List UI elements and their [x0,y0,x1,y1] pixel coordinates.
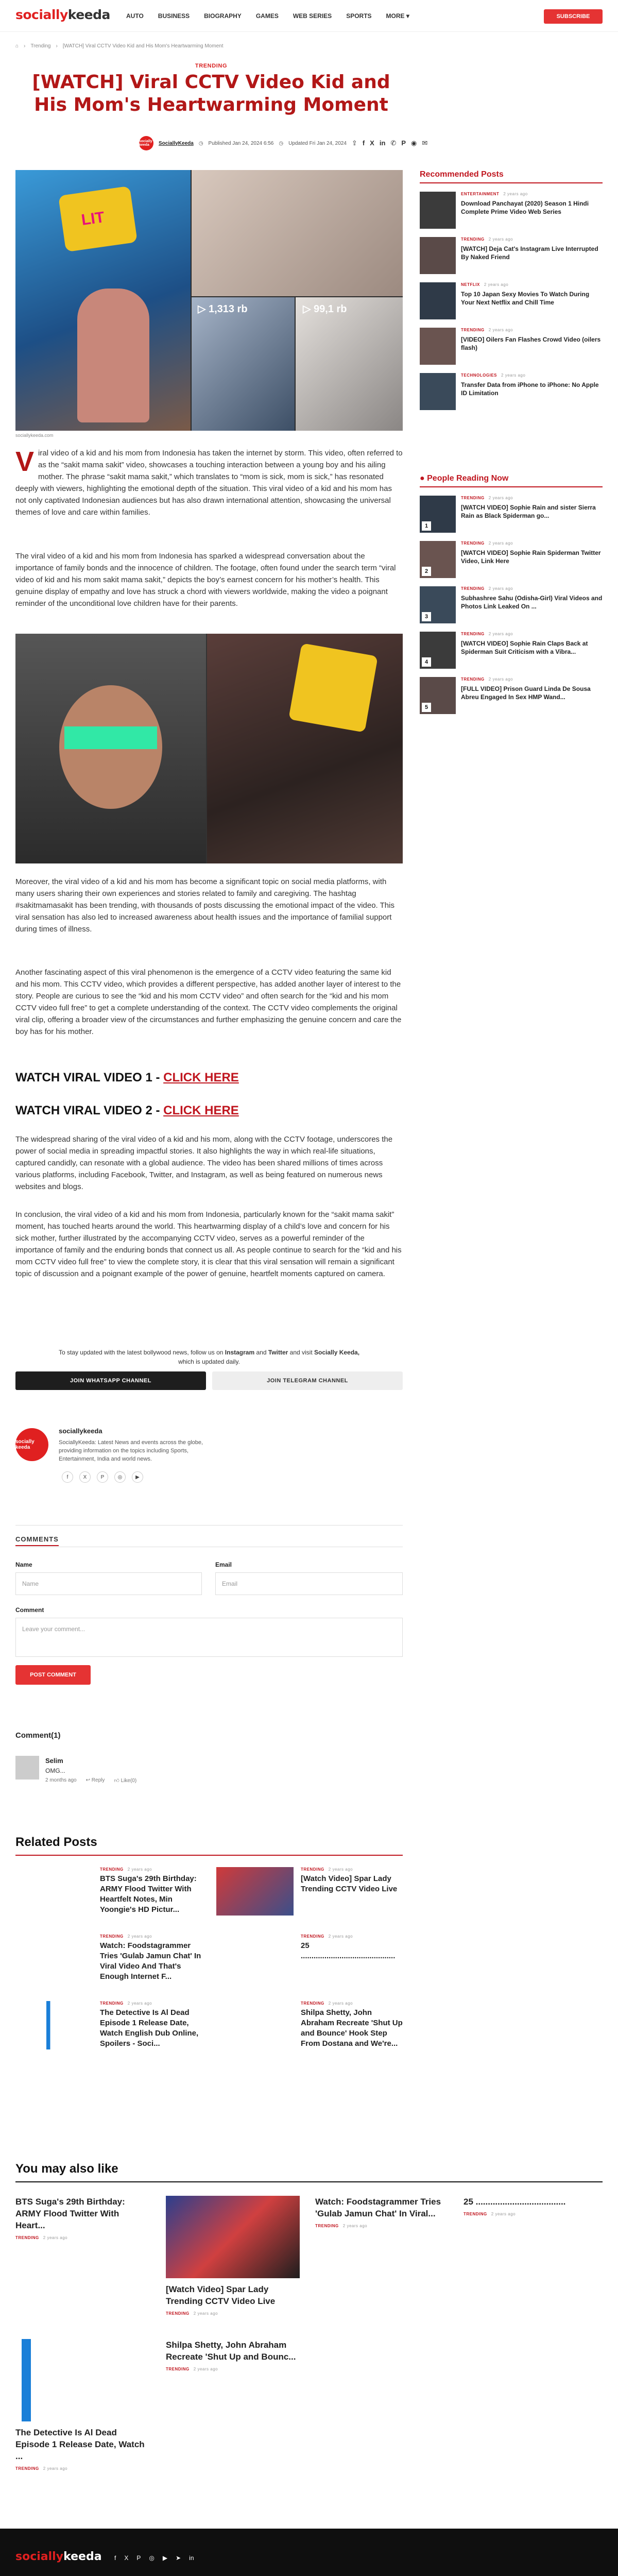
author-box-bio: SociallyKeeda: Latest News and events across the globe, providing information on the topics including Sports, Entertainment, India and world news. [59,1439,203,1462]
post-title[interactable]: Shilpa Shetty, John Abraham Recreate 'Shut Up and Bounc... [166,2340,296,2362]
x-icon[interactable]: X [79,1471,91,1483]
photo-panel [15,634,206,863]
post-category[interactable]: TRENDING 2 years ago [461,237,513,242]
post-title[interactable]: [VIDEO] Oilers Fan Flashes Crowd Video (oilers flash) [461,336,601,351]
post-title[interactable]: [WATCH VIDEO] Sophie Rain and sister Sierra Rain as Black Spiderman go... [461,504,596,519]
article-image [15,634,403,863]
comment-label: Comment [15,1606,44,1614]
twitter-link[interactable]: Twitter [268,1349,288,1356]
whatsapp-channel-button[interactable]: JOIN WHATSAPP CHANNEL [15,1371,206,1390]
avatar [15,1756,39,1780]
comment-text: OMG... [45,1767,65,1774]
post-title[interactable]: [WATCH VIDEO] Sophie Rain Spiderman Twitter Video, Link Here [461,549,601,565]
lit-label: LIT [80,209,106,229]
post-thumbnail[interactable] [15,2001,93,2049]
people-reading-now [420,474,603,714]
post-thumbnail[interactable] [420,373,456,410]
post-title[interactable]: Subhashree Sahu (Odisha-Girl) Viral Videos and Photos Link Leaked On ... [461,595,603,610]
photo-panel [15,170,191,431]
comment-count: Comment(1) [15,1731,61,1740]
you-may-like-post[interactable] [15,2339,149,2471]
post-date: 2 years ago [484,282,509,287]
nav-games[interactable]: GAMES [255,12,279,20]
whatsapp-icon[interactable]: ✆ [390,139,397,147]
post-title[interactable]: BTS Suga's 29th Birthday: ARMY Flood Twitter With Heartfelt Notes, Min Yoongie's HD Pictur... [100,1874,197,1914]
clock-icon: ◷ [198,140,203,146]
footer-link[interactable] [454,2572,517,2576]
breadcrumb-current: [WATCH] Viral CCTV Video Kid and His Mom's Heartwarming Moment [62,43,224,49]
you-may-like-post[interactable] [15,2196,149,2240]
chevron-down-icon: ▾ [406,12,409,20]
flame-icon: ● [420,474,425,483]
nav-business[interactable]: BUSINESS [158,12,190,20]
image-caption: sociallykeeda.com [15,433,54,438]
you-may-like-post[interactable] [464,2196,603,2216]
featured-image [15,170,403,431]
rank-number: 1 [422,521,431,531]
post-category[interactable]: TRENDING 2 years ago [100,1867,152,1872]
footer-col-4 [454,2572,517,2576]
related-post[interactable] [15,2001,206,2063]
post-date: 2 years ago [193,2311,218,2316]
subscribe-button[interactable]: SUBSCRIBE [544,9,603,24]
play-icon: ▷ [303,303,311,315]
youtube-icon[interactable]: ▶ [162,2554,168,2562]
comment-textarea[interactable]: Leave your comment... [15,1618,403,1657]
post-category[interactable]: ENTERTAINMENT 2 years ago [461,192,528,196]
author-box-avatar[interactable]: socially keeda [15,1428,48,1461]
footer-social [114,2554,194,2562]
post-date: 2 years ago [328,1934,353,1939]
nav-more[interactable]: MORE ▾ [386,12,409,20]
comment-time: 2 months ago [45,1777,77,1783]
post-thumbnail[interactable] [15,1934,93,1982]
post-thumbnail[interactable] [15,1867,93,1916]
post-thumbnail[interactable] [216,1934,294,1982]
post-category[interactable]: TECHNOLOGIES 2 years ago [461,373,526,378]
divider [15,1525,403,1526]
footer-col-3 [308,2572,344,2576]
post-thumbnail[interactable] [15,2339,149,2421]
article-intro: Viral video of a kid and his mom from Indonesia has taken the internet by storm. This video, often referred to as the “sakit mama sakit” video, showcases a touching interaction between a young boy and his ailing mother. The phrase “sakit mama sakit,” which translates to “mom is sick, mom is sick,” has resonated deeply with viewers, highlighting the emotional depth of the situation. This viral video of a kid and his mom has not only captivated Indonesian audiences but has also drawn international attention, showcasing the universal themes of love and care within families. [15,446,403,517]
post-category[interactable]: TRENDING 2 years ago [461,677,513,682]
post-thumbnail[interactable] [420,237,456,274]
post-title[interactable]: Top 10 Japan Sexy Movies To Watch During Your Next Netflix and Chill Time [461,291,590,306]
recommended-posts [420,170,603,410]
main-nav [126,12,409,20]
you-may-like-post[interactable] [315,2196,449,2228]
instagram-link[interactable]: Instagram [225,1349,255,1356]
post-title[interactable]: [WATCH] Deja Cat's Instagram Live Interrupted By Naked Friend [461,245,598,261]
photo-panel [192,170,403,296]
post-thumbnail[interactable] [420,496,456,533]
rank-number: 5 [422,703,431,712]
post-date: 2 years ago [488,677,513,682]
author-social [62,1471,143,1483]
sidebar-post[interactable] [420,373,603,410]
post-thumbnail[interactable] [216,1867,294,1916]
related-post[interactable] [15,1934,206,1996]
author-avatar[interactable]: socially keeda [139,136,153,150]
post-date: 2 years ago [193,2367,218,2371]
facebook-icon[interactable]: f [62,1471,73,1483]
sidebar-post[interactable] [420,282,603,319]
author-name[interactable]: SociallyKeeda [159,140,194,146]
post-comment-button[interactable]: POST COMMENT [15,1665,91,1685]
post-category[interactable]: TRENDING 2 years ago [301,1867,353,1872]
share-bar [352,139,427,147]
nav-biography[interactable]: BIOGRAPHY [204,12,242,20]
post-date: 2 years ago [127,1934,152,1939]
breadcrumb-trending[interactable]: Trending [30,43,51,49]
related-heading: Related Posts [15,1835,97,1849]
post-title[interactable]: The Detective Is Al Dead Episode 1 Release Date, Watch English Dub Online, Spoilers - Soci... [100,2008,199,2048]
email-label: Email [215,1561,232,1568]
footer-link[interactable] [308,2572,344,2576]
post-title[interactable]: 25 ..................................... [464,2197,566,2207]
post-title[interactable]: [FULL VIDEO] Prison Guard Linda De Sousa Abreu Engaged In Sex HMP Wand... [461,685,591,701]
post-title[interactable]: [Watch Video] Spar Lady Trending CCTV Video Live [166,2284,276,2306]
post-title[interactable]: [Watch Video] Spar Lady Trending CCTV Video Live [301,1874,398,1893]
view-count: ▷ 99,1 rb [303,303,347,315]
divider [15,2181,603,2182]
post-thumbnail[interactable] [420,328,456,365]
nav-auto[interactable]: AUTO [126,12,144,20]
post-title[interactable]: Watch: Foodstagrammer Tries 'Gulab Jamun Chat' In Viral Video And That's Enough Internet F... [100,1941,201,1981]
post-category[interactable]: NETFLIX 2 years ago [461,282,509,287]
post-category[interactable]: TRENDING 2 years ago [461,632,513,636]
watch-video-2-heading: WATCH VIRAL VIDEO 2 - CLICK HERE [15,1104,239,1117]
pinterest-icon[interactable]: P [136,2554,141,2562]
related-post[interactable] [216,1867,407,1929]
youtube-icon[interactable]: ▶ [132,1471,143,1483]
follow-note: To stay updated with the latest bollywood news, follow us on Instagram and Twitter and visit Socially Keeda, which is updated daily. [58,1349,360,1365]
you-may-like-post[interactable] [166,2196,300,2316]
article-paragraph: The viral video of a kid and his mom from Indonesia has sparked a widespread conversation about the importance of family bonds and the innocence of children. The footage, often found under the search term “viral video of kid and his mom sakit mama sakit,” depicts the boy’s earnest concern for his mother’s health. This genuine display of empathy and love has struck a chord with viewers worldwide, making the video a poignant reminder of the unconditional love children have for their parents. [15,552,396,608]
post-date: 2 years ago [488,541,513,546]
watch-video-1-link[interactable]: CLICK HERE [163,1071,239,1084]
post-thumbnail[interactable] [420,282,456,319]
post-title[interactable]: Transfer Data from iPhone to iPhone: No Apple ID Limitation [461,381,599,397]
pinterest-icon[interactable]: P [401,139,406,147]
you-may-like-post[interactable] [166,2339,300,2371]
article-paragraph: Another fascinating aspect of this viral phenomenon is the emergence of a CCTV video featuring the same kid and his mom. This CCTV video, which provides a different perspective, has added another layer of interest to the story. People are curious to see the “kid and his mom CCTV video” and often search for the “kid and his mom CCTV video full free” to get a complete understanding of the context. The CCTV video complements the original viral clip, offering a broader view of the circumstances and further emphasizing the genuine concern and care the boy has for his mother. [15,968,402,1036]
post-category[interactable]: TRENDING 2 years ago [100,1934,152,1939]
comment-actions [45,1777,136,1784]
chevron-right-icon: › [56,43,58,49]
reddit-icon[interactable]: ◉ [410,139,417,147]
updated-date: Updated Fri Jan 24, 2024 [288,140,347,146]
sidebar-post[interactable] [420,677,603,714]
post-category[interactable]: TRENDING 2 years ago [461,328,513,332]
reading-heading: ● People Reading Now [420,474,603,487]
footer-col-1 [15,2572,77,2576]
post-category[interactable]: TRENDING 2 years ago [315,2224,368,2228]
sidebar-post[interactable] [420,496,603,533]
post-title[interactable]: BTS Suga's 29th Birthday: ARMY Flood Twitter With Heart... [15,2197,125,2230]
post-category[interactable]: TRENDING 2 years ago [166,2367,218,2371]
post-thumbnail[interactable] [420,632,456,669]
post-date: 2 years ago [342,2224,368,2228]
rank-number: 2 [422,567,431,576]
footer-logo[interactable]: sociallykeeda [15,2550,102,2563]
facebook-icon[interactable]: f [362,139,365,147]
linkedin-icon[interactable]: in [379,139,386,147]
play-icon: ▷ [198,303,206,315]
instagram-icon[interactable]: ◎ [114,1471,126,1483]
related-post[interactable] [216,1934,407,1996]
comment-item [15,1756,403,1797]
instagram-icon[interactable]: ◎ [149,2554,154,2562]
person-figure [77,289,149,422]
sidebar-post[interactable] [420,541,603,578]
post-category[interactable]: TRENDING 2 years ago [301,1934,353,1939]
post-title[interactable]: 25 ............................................ [301,1941,396,1960]
site-header [0,0,618,32]
post-date: 2 years ago [491,2212,516,2216]
post-date: 2 years ago [501,373,526,378]
divider [15,1855,403,1856]
footer-col-2 [162,2572,209,2576]
post-category[interactable]: TRENDING 2 years ago [461,586,513,591]
post-category[interactable]: TRENDING 2 years ago [100,2001,152,2006]
post-date: 2 years ago [488,328,513,332]
name-label: Name [15,1561,32,1568]
brand-link[interactable]: Socially Keeda, [314,1349,360,1356]
author-box [15,1423,403,1495]
sidebar-post[interactable] [420,586,603,623]
post-thumbnail[interactable] [420,677,456,714]
author-box-name[interactable]: sociallykeeda [59,1427,102,1435]
reply-button[interactable]: ↩ Reply [85,1777,105,1783]
recommended-heading: Recommended Posts [420,170,603,183]
post-thumbnail[interactable] [420,586,456,623]
sidebar-post[interactable] [420,237,603,274]
post-title[interactable]: The Detective Is Al Dead Episode 1 Release Date, Watch ... [15,2428,145,2461]
article-paragraph: The widespread sharing of the viral video of a kid and his mom, along with the CCTV footage, underscores the power of social media in spreading impactful stories. It also highlights the way in which real-life situations, captured candidly, can resonate with a global audience. The video has been shared millions of times across various platforms, including Facebook, Twitter, and Instagram, as well as being featured on numerous news websites and blogs. [15,1135,393,1191]
photo-panel [192,297,295,431]
post-category[interactable]: TRENDING 2 years ago [15,2466,68,2471]
nav-web-series[interactable]: WEB SERIES [293,12,332,20]
photo-panel [207,634,403,863]
comment-author: Selim [45,1757,63,1765]
post-date: 2 years ago [43,2466,68,2471]
home-icon[interactable]: ⌂ [15,43,19,49]
facebook-icon[interactable]: f [114,2554,116,2562]
like-button[interactable]: 👍︎ Like(0) [114,1778,137,1784]
email-icon[interactable]: ✉ [422,139,428,147]
site-footer [0,2529,618,2576]
site-logo[interactable]: sociallykeeda [15,7,110,22]
watch-video-1-heading: WATCH VIRAL VIDEO 1 - CLICK HERE [15,1071,239,1084]
comments-heading: COMMENTS [15,1535,59,1546]
x-icon[interactable]: X [124,2554,129,2562]
post-title[interactable]: [WATCH VIDEO] Sophie Rain Claps Back at Spiderman Suit Criticism with a Vibra... [461,640,588,655]
published-date: Published Jan 24, 2024 6:56 [208,140,274,146]
post-thumbnail[interactable] [420,192,456,229]
post-date: 2 years ago [43,2235,68,2240]
post-date: 2 years ago [488,632,513,636]
pinterest-icon[interactable]: P [97,1471,108,1483]
footer-link[interactable] [162,2572,209,2576]
sidebar-post[interactable] [420,328,603,365]
x-icon[interactable]: X [370,139,374,147]
nav-sports[interactable]: SPORTS [346,12,372,20]
post-date: 2 years ago [127,1867,152,1872]
post-category[interactable]: TRENDING 2 years ago [461,496,513,500]
sidebar-post[interactable] [420,192,603,229]
email-field[interactable]: Email [215,1572,403,1595]
dropcap: V [15,446,35,477]
telegram-icon[interactable]: ➤ [176,2554,181,2562]
you-may-like-heading: You may also like [15,2162,118,2176]
post-category[interactable]: TRENDING 2 years ago [166,2311,218,2316]
view-count: ▷ 1,313 rb [198,303,248,315]
clock-icon: ◷ [279,140,284,146]
article-paragraph: In conclusion, the viral video of a kid and his mom from Indonesia, particularly known for the “sakit mama sakit” moment, has touched hearts around the world. This heartwarming display of a child’s love and concern for his sick mother, further illustrated by the accompanying CCTV video, serves as a powerful reminder of the importance of family and the enduring bonds that connect us all. As people continue to search for the “kid and his mom CCTV video full free” to view the complete story, it is clear that this viral sensation will remain a significant topic of discussion and a poignant example of the power of genuine, heartfelt moments captured on camera. [15,1210,402,1278]
share-icon[interactable]: ⇪ [351,139,357,147]
page-title: [WATCH] Viral CCTV Video Kid and His Mom's Heartwarming Moment [32,72,390,115]
post-category[interactable]: TRENDING 2 years ago [461,541,513,546]
article-meta [139,136,427,150]
post-date: 2 years ago [328,1867,353,1872]
post-date: 2 years ago [488,586,513,591]
post-thumbnail[interactable] [216,2001,294,2049]
post-category[interactable]: TRENDING 2 years ago [15,2235,68,2240]
post-category[interactable]: TRENDING 2 years ago [301,2001,353,2006]
lit-sign [288,643,378,733]
breadcrumb [15,43,223,49]
post-date: 2 years ago [488,496,513,500]
rank-number: 4 [422,657,431,667]
post-thumbnail[interactable] [420,541,456,578]
related-post[interactable] [216,2001,407,2063]
name-field[interactable]: Name [15,1572,202,1595]
article-category[interactable]: TRENDING [195,63,228,69]
rank-number: 3 [422,612,431,621]
censor-bar [64,726,157,749]
post-title[interactable]: Watch: Foodstagrammer Tries 'Gulab Jamun Chat' In Viral... [315,2197,441,2218]
thumbs-up-icon: 👍︎ [114,1778,119,1784]
post-date: 2 years ago [328,2001,353,2006]
post-category[interactable]: TRENDING 2 years ago [464,2212,516,2216]
post-thumbnail[interactable] [166,2196,300,2278]
photo-panel [296,297,403,431]
watch-video-2-link[interactable]: CLICK HERE [163,1104,239,1117]
post-title[interactable]: Download Panchayat (2020) Season 1 Hindi Complete Prime Video Web Series [461,200,589,215]
post-date: 2 years ago [488,237,513,242]
post-date: 2 years ago [503,192,528,196]
related-post[interactable] [15,1867,206,1929]
linkedin-icon[interactable]: in [189,2554,194,2562]
reply-icon: ↩ [85,1777,90,1783]
post-date: 2 years ago [127,2001,152,2006]
footer-link[interactable] [15,2572,77,2576]
telegram-channel-button[interactable]: JOIN TELEGRAM CHANNEL [212,1371,403,1390]
article-paragraph: Moreover, the viral video of a kid and his mom has become a significant topic on social media platforms, with many users sharing their own experiences and stories related to family and caregiving. The hashtag #sakitmamasakit has been trending, with thousands of posts discussing the emotional impact of the video. This viral sensation has also led to increased awareness about health issues and the importance of familial support during times of illness. [15,877,394,934]
chevron-right-icon: › [24,43,26,49]
post-title[interactable]: Shilpa Shetty, John Abraham Recreate 'Shut Up and Bounce' Hook Step From Dostana and We're... [301,2008,403,2048]
sidebar-post[interactable] [420,632,603,669]
